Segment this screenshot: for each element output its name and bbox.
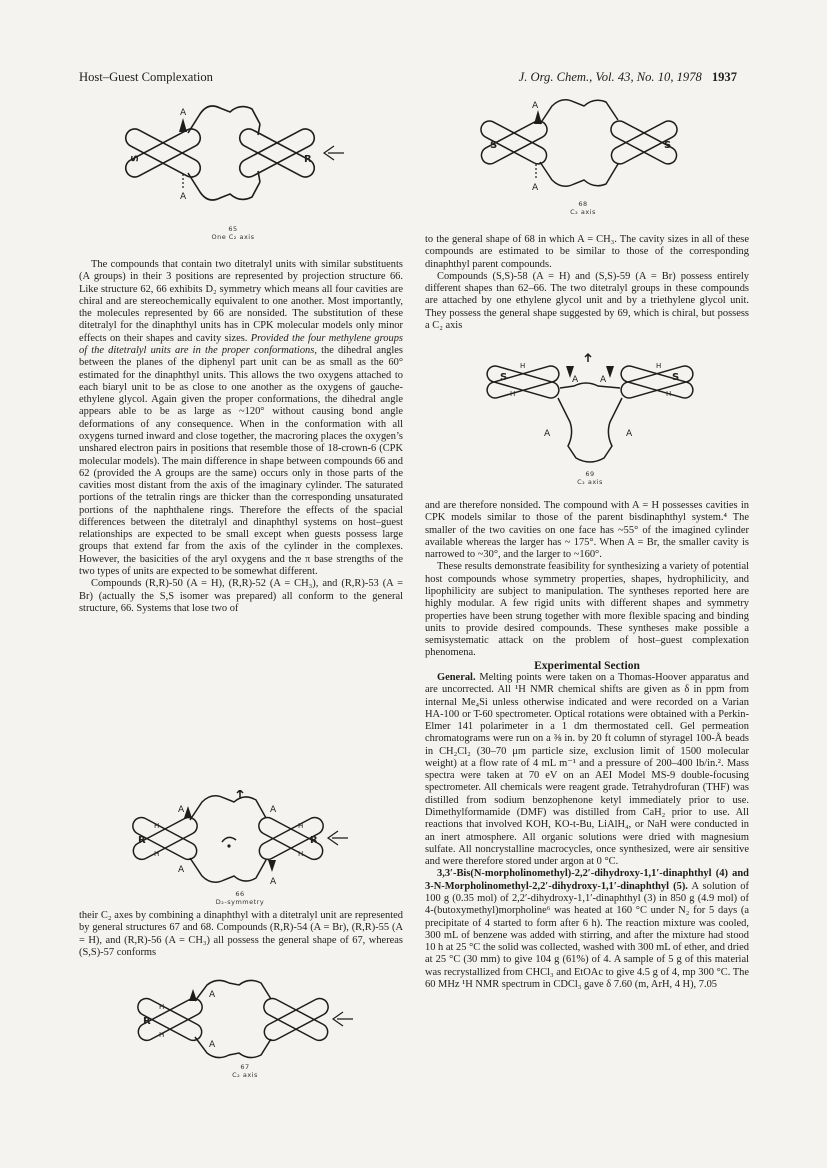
- structure-69-label-s-left: S: [500, 372, 508, 383]
- paragraph-cavities: and are therefore nonsided. The compound with A = H possesses cavities in CPK models similar to those of the parent bisdinaphthyl system.⁴ The smaller of the two cavities on one face has ~55° of the imagined cylinder available whereas the larger has ~ 175°. When A = Br, the smaller cavity is narrowed to ~30°, and the larger to ~160°.: [425, 500, 749, 561]
- structure-66-label-h1: H: [154, 822, 160, 830]
- compound-4-5-text: A solution of 100 g (0.35 mol) of 2,2′-dihydroxy-1,1′-dinaphthyl (3) in 850 g (4.9 mol) of 4-(butoxymethyl)morpholine⁶ was heated at 160 °C under N₂ for 5 days (a precipitate of 4 started to form after 6 h). The reaction mixture was cooled, 300 mL of benzene was added with stirring, and after the mixture had stood 10 h at 25 °C the solid was collected, washed with 300 mL of ether, and dried at 25 °C (30 mm) to give 104 g (61%) of 4. A sample of 5 g of this material was recrystallized from CHCl₃ and EtOAc to give 4.5 g of 4, mp 300 °C. The 60 MHz ¹H NMR spectrum in CDCl₃ gave δ 7.60 (m, ArH, 4 H), 7.05: [425, 880, 749, 990]
- paragraph-compound-4-5: [425, 868, 749, 991]
- structure-66-label-a4: A: [270, 877, 277, 887]
- structure-68-number: 68: [578, 200, 588, 208]
- page-number: 1937: [711, 70, 737, 84]
- structure-66-label-h3: H: [298, 822, 304, 830]
- structure-66-label-h4: H: [298, 850, 304, 858]
- structure-65-label-r: R: [304, 154, 312, 165]
- structure-66-label-r-right: R: [310, 835, 318, 846]
- structure-66-drawing: [120, 790, 360, 890]
- structure-67: [125, 975, 365, 1085]
- structure-65-number: 65: [228, 225, 238, 233]
- paragraph-conclusions: These results demonstrate feasibility for synthesizing a variety of potential host compounds whose symmetry properties, shapes, hydrophilicity, and lipophilicity are subject to manipulation. The syntheses reported here are highly modular. A few rigid units with different shapes and symmetry properties have been strung together with more flexible spacing and binding units to provide desired compounds. These syntheses make possible a semisystematic attack on the problem of host–guest complexation phenomena.: [425, 561, 749, 659]
- paragraph-structures-67-68: their C₂ axes by combining a dinaphthyl with a ditetralyl unit are represented by general structures 67 and 68. Compounds (R,R)-54 (A = Br), (R,R)-55 (A = H), and (R,R)-56 (A = CH₃) all possess the general shape of 67, whereas (S,S)-57 conforms: [79, 910, 403, 958]
- structure-66-label-r-left: R: [138, 835, 146, 846]
- running-head-title: Host–Guest Complexation: [79, 70, 213, 84]
- running-head-journal: [519, 70, 737, 85]
- structure-66-label-a2: A: [178, 865, 185, 875]
- compound-4-5-title: 3,3′-Bis(N-morpholinomethyl)-2,2′-dihydroxy-1,1′-dinaphthyl (4) and 3-N-Morpholinomethyl-2,2′-dihydroxy-1,1′-dinaphthyl (5).: [425, 868, 749, 892]
- structure-66: [120, 790, 360, 906]
- structure-69-label-h1: H: [520, 362, 526, 370]
- structure-67-label-h2: H: [159, 1031, 165, 1039]
- general-label: General.: [437, 671, 476, 683]
- structure-69: [480, 352, 700, 492]
- structure-67-label-r: R: [143, 1016, 151, 1027]
- structure-69-caption: C₂ axis: [577, 478, 603, 486]
- structure-65: [108, 100, 358, 250]
- structure-67-label-a1: A: [209, 990, 216, 1000]
- paragraph-compounds-50-52-53: Compounds (R,R)-50 (A = H), (R,R)-52 (A = CH₃), and (R,R)-53 (A = Br) (actually the S,S isomer was prepared) all conform to the general structure, 66. Systems that lose two of: [79, 578, 403, 614]
- structure-69-label-h2: H: [510, 390, 516, 398]
- structure-69-number: 69: [585, 470, 595, 478]
- structure-66-caption: D₂-symmetry: [215, 898, 265, 906]
- structure-68-label-a-bottom: A: [532, 183, 539, 193]
- structure-69-label-a2: A: [600, 375, 607, 385]
- right-column-bottom: [425, 500, 749, 991]
- structure-68: [468, 94, 698, 224]
- structure-68-drawing: [468, 94, 698, 200]
- structure-67-caption: C₂ axis: [232, 1071, 258, 1079]
- structure-65-drawing: [108, 100, 358, 225]
- structure-65-caption: One C₂ axis: [211, 233, 255, 241]
- structure-65-label-s: S: [130, 154, 141, 162]
- general-text: Melting points were taken on a Thomas-Hoover apparatus and are uncorrected. All ¹H NMR chemical shifts are given as δ in ppm from internal Me₄Si unless otherwise indicated and were recorded on a Varian HA-100 or T-60 spectrometer. Optical rotations were obtained with a Perkin-Elmer 141 polarimeter in a 1 dm thermostated cell. Gel permeation chromatograms were run on a ⅜ in. by 20 ft column of styragel 100-Å beads in CH₂Cl₂ (30–70 μm particle size, exclusion limit of 1500 molecular weight) at a flow rate of 4 mL m⁻¹ and a pressure of 200–400 lb/in.². Mass spectra were taken at 70 eV on an AEI Model MS-9 double-focusing spectrometer. All chemicals were reagent grade. Tetrahydrofuran (THF) was distilled from sodium benzophenone ketyl immediately prior to use. Dimethylformamide (DMF) was distilled from CaH₂ prior to use. All reactions that involved KOH, KO-t-Bu, LiAlH₄, or NaH were conducted in an inert atmosphere. All organic solutions were dried with magnesium sulfate. All noncrystalline macrocycles, once synthesized, were air sensitive and were therefore stored under argon at 0 °C.: [425, 671, 749, 868]
- structure-68-label-s-left: S: [490, 140, 498, 151]
- paragraph-general: [425, 672, 749, 869]
- structure-67-label-h1: H: [159, 1003, 165, 1011]
- paragraph-66-continued: the dihedral angles between the planes of the diphenyl part unit can be as small as the 60° estimated for the dinaphthyl units. This allows the two oxygens attached to each biaryl unit to be as close to one another as the oxygens of gauche-ethylene glycol. Again given the proper conformations, the dihedral angle appears able to be as large as ~120° without causing bond angle deformations of any consequence. When in the conformation with all oxygens turned inward and close together, the macroring places the oxygen’s unshared electron pairs in positions that resemble those of 18-crown-6 (CPK molecular models). The main difference in shape between compounds 66 and 62 (provided the A groups are the same) occurs only in those parts of the cavities most distant from the axis of the imaginary cylinder. The saturated portions of the tetralin rings are thicker than the corresponding unsaturated portions of the naphthalene rings. Therefore the effects of the spacial differences between the ditetralyl and dinaphthyl systems on host–guest relationships are expected to be small except when guests possess large groups that extend far from the axis of the cylinder in the complexes. However, the basicities of the aryl oxygens and the π base strengths of the two types of units are expected to be somewhat different.: [79, 344, 403, 578]
- paragraph-66-italic: Provided the four methylene groups of the ditetralyl units are in the proper conformations,: [79, 332, 403, 356]
- journal-citation: J. Org. Chem., Vol. 43, No. 10, 1978: [518, 70, 702, 84]
- left-column-bottom: [79, 910, 403, 959]
- structure-69-label-a4: A: [626, 429, 633, 439]
- structure-66-label-a1: A: [178, 805, 185, 815]
- structure-68-caption: C₂ axis: [570, 208, 596, 216]
- structure-67-drawing: [125, 975, 365, 1063]
- structure-67-label-a2: A: [209, 1040, 216, 1050]
- structure-69-drawing: [480, 352, 700, 470]
- section-heading-experimental: Experimental Section: [534, 659, 640, 672]
- paragraph-compounds-58-59: Compounds (S,S)-58 (A = H) and (S,S)-59 (A = Br) possess entirely different shapes than 62–66. The two ditetralyl groups in these compounds are attached by one ethylene glycol unit and by a triethylene glycol unit. They possess the general shape suggested by 69, which is chiral, but possess a C₂ axis: [425, 270, 749, 331]
- structure-69-label-h3: H: [656, 362, 662, 370]
- structure-69-label-a1: A: [572, 375, 579, 385]
- paragraph-structure-68: to the general shape of 68 in which A = CH₃. The cavity sizes in all of these compounds are estimated to be similar to those of the corresponding dinaphthyl parent compounds.: [425, 234, 749, 270]
- structure-66-label-h2: H: [154, 850, 160, 858]
- structure-69-label-a3: A: [544, 429, 551, 439]
- structure-66-number: 66: [235, 890, 245, 898]
- structure-69-label-h4: H: [666, 390, 672, 398]
- structure-66-label-a3: A: [270, 805, 277, 815]
- structure-65-label-a-top: A: [180, 108, 187, 118]
- structure-69-label-s-right: S: [672, 372, 680, 383]
- left-column-top: [79, 259, 403, 615]
- structure-68-label-s-right: S: [664, 140, 672, 151]
- paragraph-66-intro: The compounds that contain two ditetralyl units with similar substituents (A groups) in their 3 positions are represented by projection structure 66. Like structure 62, 66 exhibits D₂ symmetry which means all four cavities are chiral and are stereochemically equivalent to one another. Most importantly, the molecules represented by 66 are nonsided. The substitution of these ditetralyl for the dinaphthyl units has in CPK molecular models only minor effects on their shapes and cavity sizes.: [79, 259, 403, 344]
- structure-65-label-a-bottom: A: [180, 192, 187, 202]
- structure-67-number: 67: [240, 1063, 250, 1071]
- structure-68-label-a-top: A: [532, 101, 539, 111]
- right-column-top: [425, 234, 749, 332]
